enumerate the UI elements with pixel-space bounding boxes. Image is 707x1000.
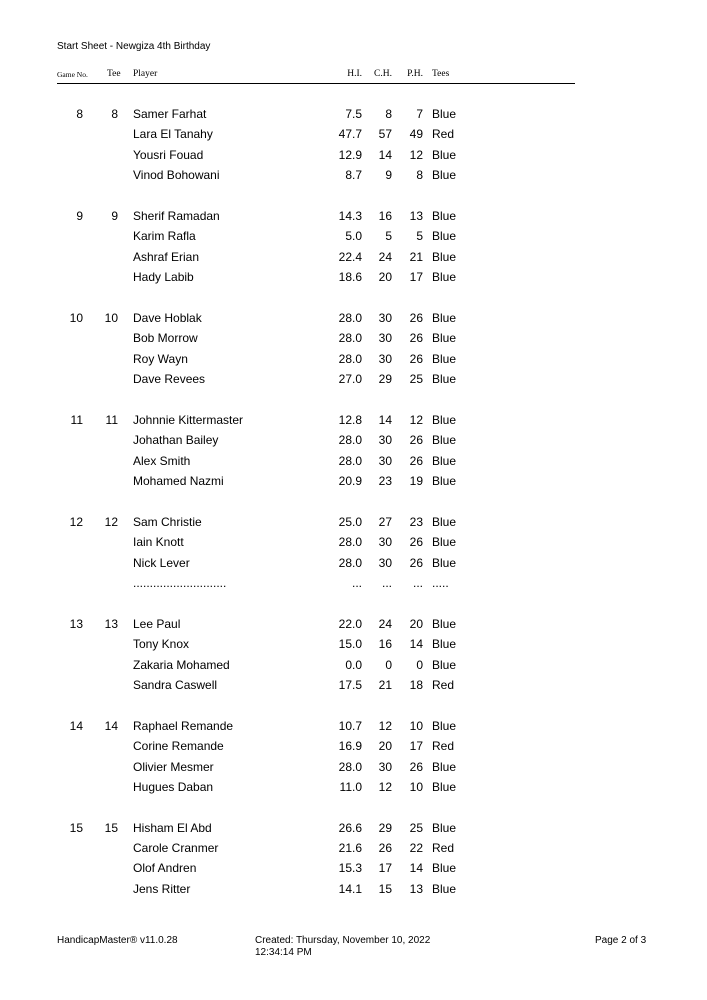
table-row (0, 433, 707, 453)
playing-handicap: 10 (409, 779, 423, 794)
table-row (0, 821, 707, 841)
player-name: ............................ (133, 575, 227, 590)
tee-number: 9 (111, 208, 118, 223)
table-row (0, 780, 707, 800)
handicap-index: 47.7 (338, 127, 362, 142)
player-name: Nick Lever (133, 555, 190, 570)
tees-color: Blue (432, 861, 457, 876)
document-title: Start Sheet - Newgiza 4th Birthday (57, 41, 211, 52)
table-row (0, 515, 707, 535)
playing-handicap: 13 (409, 208, 423, 223)
handicap-index: 7.5 (345, 107, 362, 121)
handicap-index: 14.1 (338, 881, 362, 896)
player-name: Dave Hoblak (133, 310, 202, 325)
handicap-index: 28.0 (338, 535, 362, 550)
table-row (0, 678, 707, 698)
player-name: Sandra Caswell (133, 677, 218, 692)
game-number: 13 (69, 616, 83, 631)
player-name: Zakaria Mohamed (133, 657, 230, 672)
handicap-index: 28.0 (338, 433, 362, 448)
tees-color: Blue (432, 433, 457, 448)
tees-color: Blue (432, 779, 457, 794)
tees-color: Blue (432, 820, 457, 835)
player-name: Corine Remande (133, 739, 224, 754)
handicap-index: 0.0 (345, 657, 362, 672)
handicap-index: 8.7 (345, 168, 362, 183)
player-name: Hugues Daban (133, 779, 214, 794)
playing-handicap: 26 (409, 331, 423, 346)
tees-color: Red (432, 127, 455, 142)
game-number: 9 (76, 208, 83, 223)
game-number: 10 (69, 310, 83, 325)
tees-color: Blue (432, 657, 457, 672)
handicap-index: 17.5 (338, 677, 362, 692)
course-handicap: 5 (385, 229, 392, 244)
player-name: Johnnie Kittermaster (133, 412, 244, 427)
player-name: Carole Cranmer (133, 841, 219, 856)
course-handicap: 30 (378, 351, 392, 366)
playing-handicap: 25 (409, 820, 423, 835)
course-handicap: 30 (378, 310, 392, 325)
table-row (0, 841, 707, 861)
tees-color: Blue (432, 718, 457, 733)
tees-color: Blue (432, 229, 457, 244)
tee-number: 8 (111, 107, 118, 121)
table-row (0, 127, 707, 147)
playing-handicap: 26 (409, 555, 423, 570)
handicap-index: 28.0 (338, 759, 362, 774)
playing-handicap: 12 (409, 147, 423, 162)
tees-color: Blue (432, 147, 457, 162)
table-row (0, 576, 707, 596)
table-row (0, 229, 707, 249)
playing-handicap: 0 (416, 657, 423, 672)
course-handicap: 14 (378, 412, 392, 427)
player-name: Dave Revees (133, 372, 206, 387)
tees-color: Blue (432, 555, 457, 570)
playing-handicap: 20 (409, 616, 423, 631)
tees-color: Blue (432, 881, 457, 896)
tees-color: Blue (432, 759, 457, 774)
handicap-index: 10.7 (338, 718, 362, 733)
course-handicap: 0 (385, 657, 392, 672)
tees-color: Blue (432, 310, 457, 325)
handicap-index: 14.3 (338, 208, 362, 223)
header-tee: Tee (107, 69, 121, 79)
tee-number: 10 (104, 310, 118, 325)
playing-handicap: 19 (409, 474, 423, 489)
table-row (0, 209, 707, 229)
handicap-index: 12.9 (338, 147, 362, 162)
course-handicap: 16 (378, 208, 392, 223)
tees-color: Blue (432, 331, 457, 346)
table-row (0, 372, 707, 392)
course-handicap: 30 (378, 433, 392, 448)
tees-color: ..... (432, 575, 449, 590)
game-number: 15 (69, 820, 83, 835)
course-handicap: 30 (378, 331, 392, 346)
player-name: Tony Knox (133, 637, 190, 652)
table-row (0, 637, 707, 657)
table-row (0, 556, 707, 576)
game-number: 14 (69, 718, 83, 733)
course-handicap: 9 (385, 168, 392, 183)
game-number: 12 (69, 514, 83, 529)
course-handicap: 21 (378, 677, 392, 692)
course-handicap: 30 (378, 555, 392, 570)
player-name: Roy Wayn (133, 351, 188, 366)
playing-handicap: 7 (416, 107, 423, 121)
player-name: Olivier Mesmer (133, 759, 214, 774)
handicap-index: 5.0 (345, 229, 362, 244)
handicap-index: 21.6 (338, 841, 362, 856)
player-name: Lee Paul (133, 616, 181, 631)
handicap-index: 27.0 (338, 372, 362, 387)
player-name: Yousri Fouad (133, 147, 204, 162)
tees-color: Blue (432, 474, 457, 489)
table-row (0, 270, 707, 290)
table-row (0, 413, 707, 433)
playing-handicap: 8 (416, 168, 423, 183)
player-name: Bob Morrow (133, 331, 198, 346)
header-game-no: Game No. (57, 70, 88, 79)
table-row (0, 535, 707, 555)
tee-number: 14 (104, 718, 118, 733)
tees-color: Blue (432, 412, 457, 427)
tee-number: 11 (105, 412, 118, 427)
playing-handicap: 10 (409, 718, 423, 733)
table-row (0, 617, 707, 637)
tees-color: Blue (432, 107, 457, 121)
table-row (0, 658, 707, 678)
table-row (0, 882, 707, 902)
tees-color: Red (432, 841, 455, 856)
course-handicap: 12 (378, 779, 392, 794)
player-name: Lara El Tanahy (133, 127, 213, 142)
playing-handicap: 26 (409, 759, 423, 774)
course-handicap: 15 (378, 881, 392, 896)
table-row (0, 861, 707, 881)
course-handicap: 8 (385, 107, 392, 121)
handicap-index: 18.6 (338, 270, 362, 285)
course-handicap: 29 (378, 820, 392, 835)
course-handicap: 24 (378, 249, 392, 264)
course-handicap: 27 (378, 514, 392, 529)
playing-handicap: 26 (409, 351, 423, 366)
handicap-index: 12.8 (338, 412, 362, 427)
tees-color: Red (432, 677, 455, 692)
footer-created-date: Created: Thursday, November 10, 2022 (255, 935, 431, 946)
player-name: Iain Knott (133, 535, 184, 550)
table-row (0, 739, 707, 759)
table-row (0, 148, 707, 168)
handicap-index: 16.9 (338, 739, 362, 754)
tees-color: Red (432, 739, 455, 754)
handicap-index: 15.3 (338, 861, 362, 876)
tees-color: Blue (432, 351, 457, 366)
tee-number: 13 (104, 616, 118, 631)
course-handicap: 14 (378, 147, 392, 162)
handicap-index: 28.0 (338, 331, 362, 346)
handicap-index: 28.0 (338, 555, 362, 570)
player-name: Vinod Bohowani (133, 168, 220, 183)
playing-handicap: 49 (409, 127, 423, 142)
course-handicap: 30 (378, 759, 392, 774)
playing-handicap: 18 (409, 677, 423, 692)
handicap-index: 28.0 (338, 310, 362, 325)
playing-handicap: 14 (409, 637, 423, 652)
tees-color: Blue (432, 208, 457, 223)
table-row (0, 719, 707, 739)
tees-color: Blue (432, 249, 457, 264)
playing-handicap: 21 (409, 249, 423, 264)
handicap-index: 20.9 (338, 474, 362, 489)
tees-color: Blue (432, 453, 457, 468)
course-handicap: 30 (378, 453, 392, 468)
tees-color: Blue (432, 535, 457, 550)
header-hi: H.I. (347, 69, 362, 79)
header-player: Player (133, 69, 158, 79)
course-handicap: 20 (378, 739, 392, 754)
player-name: Mohamed Nazmi (133, 474, 224, 489)
header-ch: C.H. (374, 69, 392, 79)
table-row (0, 168, 707, 188)
playing-handicap: 26 (409, 310, 423, 325)
handicap-index: ... (351, 575, 362, 590)
player-name: Hady Labib (133, 270, 194, 285)
footer-created-time: 12:34:14 PM (255, 947, 312, 958)
tees-color: Blue (432, 372, 457, 387)
course-handicap: 20 (378, 270, 392, 285)
playing-handicap: 13 (409, 881, 423, 896)
player-name: Jens Ritter (133, 881, 191, 896)
course-handicap: 57 (378, 127, 392, 142)
playing-handicap: 23 (409, 514, 423, 529)
tee-number: 12 (104, 514, 118, 529)
playing-handicap: 25 (409, 372, 423, 387)
tees-color: Blue (432, 270, 457, 285)
playing-handicap: 17 (409, 739, 423, 754)
handicap-index: 26.6 (338, 820, 362, 835)
playing-handicap: 14 (409, 861, 423, 876)
table-row (0, 474, 707, 494)
handicap-index: 28.0 (338, 351, 362, 366)
tees-color: Blue (432, 637, 457, 652)
footer-created (255, 935, 430, 959)
header-ph: P.H. (407, 69, 423, 79)
player-name: Alex Smith (133, 453, 191, 468)
game-number: 11 (70, 412, 83, 427)
table-row (0, 454, 707, 474)
footer-software: HandicapMaster® v11.0.28 (57, 935, 178, 946)
course-handicap: 30 (378, 535, 392, 550)
playing-handicap: 26 (409, 453, 423, 468)
table-row (0, 311, 707, 331)
handicap-index: 28.0 (338, 453, 362, 468)
course-handicap: 29 (378, 372, 392, 387)
playing-handicap: 22 (409, 841, 423, 856)
table-row (0, 250, 707, 270)
tees-color: Blue (432, 616, 457, 631)
footer-page-number: Page 2 of 3 (595, 935, 647, 946)
tees-color: Blue (432, 514, 457, 529)
player-name: Karim Rafla (133, 229, 196, 244)
player-name: Ashraf Erian (133, 249, 200, 264)
header-divider (57, 83, 575, 84)
player-name: Olof Andren (133, 861, 197, 876)
game-number: 8 (76, 107, 83, 121)
course-handicap: 17 (378, 861, 392, 876)
course-handicap: 26 (378, 841, 392, 856)
player-name: Raphael Remande (133, 718, 234, 733)
tee-number: 15 (104, 820, 118, 835)
start-sheet-table (0, 107, 707, 902)
handicap-index: 11.0 (339, 779, 362, 794)
course-handicap: ... (381, 575, 392, 590)
playing-handicap: ... (412, 575, 423, 590)
playing-handicap: 12 (409, 412, 423, 427)
table-row (0, 352, 707, 372)
player-name: Samer Farhat (133, 107, 207, 121)
handicap-index: 22.0 (338, 616, 362, 631)
playing-handicap: 26 (409, 535, 423, 550)
handicap-index: 15.0 (338, 637, 362, 652)
handicap-index: 25.0 (338, 514, 362, 529)
player-name: Sam Christie (133, 514, 202, 529)
course-handicap: 24 (378, 616, 392, 631)
course-handicap: 12 (378, 718, 392, 733)
table-row (0, 331, 707, 351)
table-row (0, 107, 707, 127)
course-handicap: 23 (378, 474, 392, 489)
playing-handicap: 26 (409, 433, 423, 448)
player-name: Hisham El Abd (133, 820, 212, 835)
course-handicap: 16 (378, 637, 392, 652)
tees-color: Blue (432, 168, 457, 183)
player-name: Sherif Ramadan (133, 208, 220, 223)
playing-handicap: 5 (416, 229, 423, 244)
handicap-index: 22.4 (338, 249, 362, 264)
player-name: Johathan Bailey (133, 433, 219, 448)
table-row (0, 760, 707, 780)
playing-handicap: 17 (409, 270, 423, 285)
header-tees: Tees (432, 69, 450, 79)
